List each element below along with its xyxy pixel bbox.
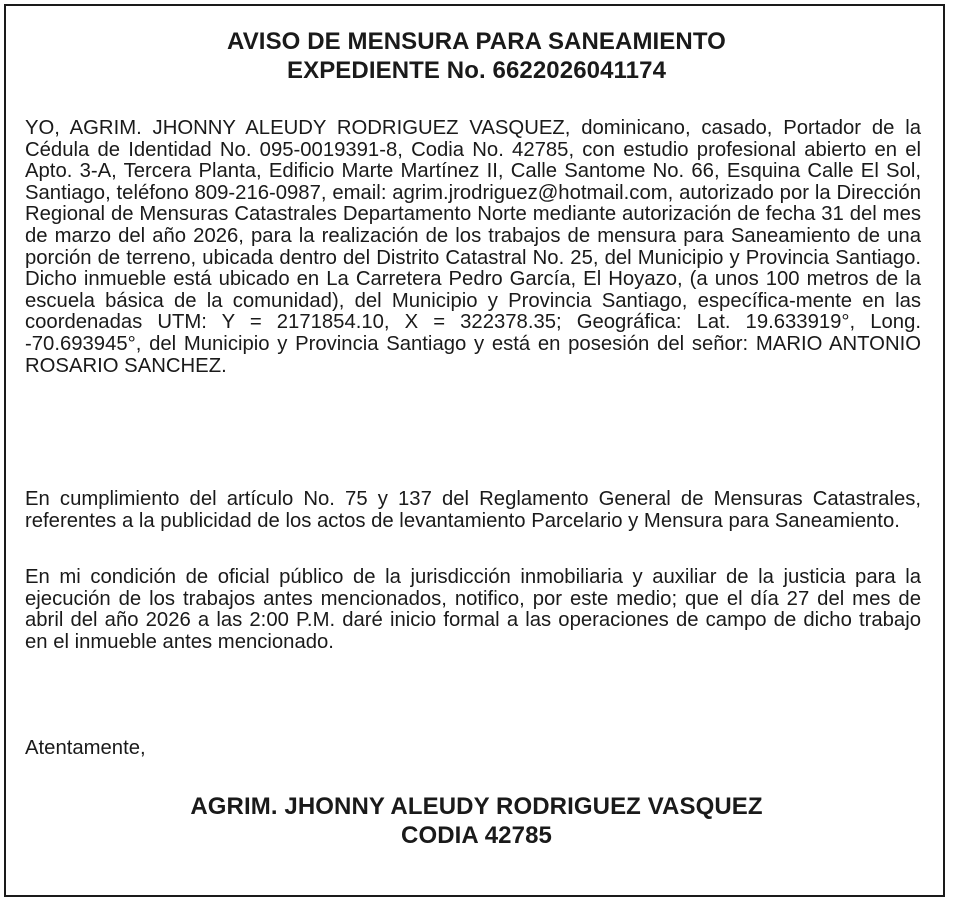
signature-name: AGRIM. JHONNY ALEUDY RODRIGUEZ VASQUEZ xyxy=(190,793,763,820)
surveyor-statement-paragraph: YO, AGRIM. JHONNY ALEUDY RODRIGUEZ VASQUEZ, dominicano, casado, Portador de la Cédula de Identidad No. 095-0019391-8, Codia No. 42785, con estudio profesional abierto en el Apto. 3-A, Tercera Planta, Edificio Marte Martínez II, Calle Santome No. 66, Esquina Calle El Sol, Santiago, teléfono 809-216-0987, email: agrim.jrodriguez@hotmail.com, autorizado por la Dirección Regional de Mensuras Catastrales Departamento Norte mediante autorización de fecha 31 del mes de marzo del año 2026, para la realización de los trabajos de mensura para Saneamiento de una porción de terreno, ubicada dentro del Distrito Catastral No. 25, del Municipio y Provincia Santiago. Dicho inmueble está ubicado en La Carretera Pedro García, El Hoyazo, (a unos 100 metros de la escuela básica de la comunidad), del Municipio y Provincia Santiago, específica-mente en las coordenadas UTM: Y = 2171854.10, X = 322378.35; Geográfica: Lat. 19.633919°, Long. -70.693945°, del Municipio y Provincia Santiago y está en posesión del señor: MARIO ANTONIO ROSARIO SANCHEZ. xyxy=(25,117,921,377)
notice-title: AVISO DE MENSURA PARA SANEAMIENTO xyxy=(227,28,726,55)
signature-codia: CODIA 42785 xyxy=(401,822,552,849)
notification-paragraph: En mi condición de oficial público de la jurisdicción inmobiliaria y auxiliar de la justicia para la ejecución de los trabajos antes mencionados, notifico, por este medio; que el día 27 del mes de abril del año 2026 a las 2:00 P.M. daré inicio formal a las operaciones de campo de dicho trabajo en el inmueble antes mencionado. xyxy=(25,566,921,653)
closing-salutation: Atentamente, xyxy=(25,737,146,759)
legal-basis-paragraph: En cumplimiento del artículo No. 75 y 137 del Reglamento General de Mensuras Catastrales, referentes a la publicidad de los actos de levantamiento Parcelario y Mensura para Saneamiento. xyxy=(25,488,921,532)
expediente-number: EXPEDIENTE No. 6622026041174 xyxy=(286,57,667,84)
